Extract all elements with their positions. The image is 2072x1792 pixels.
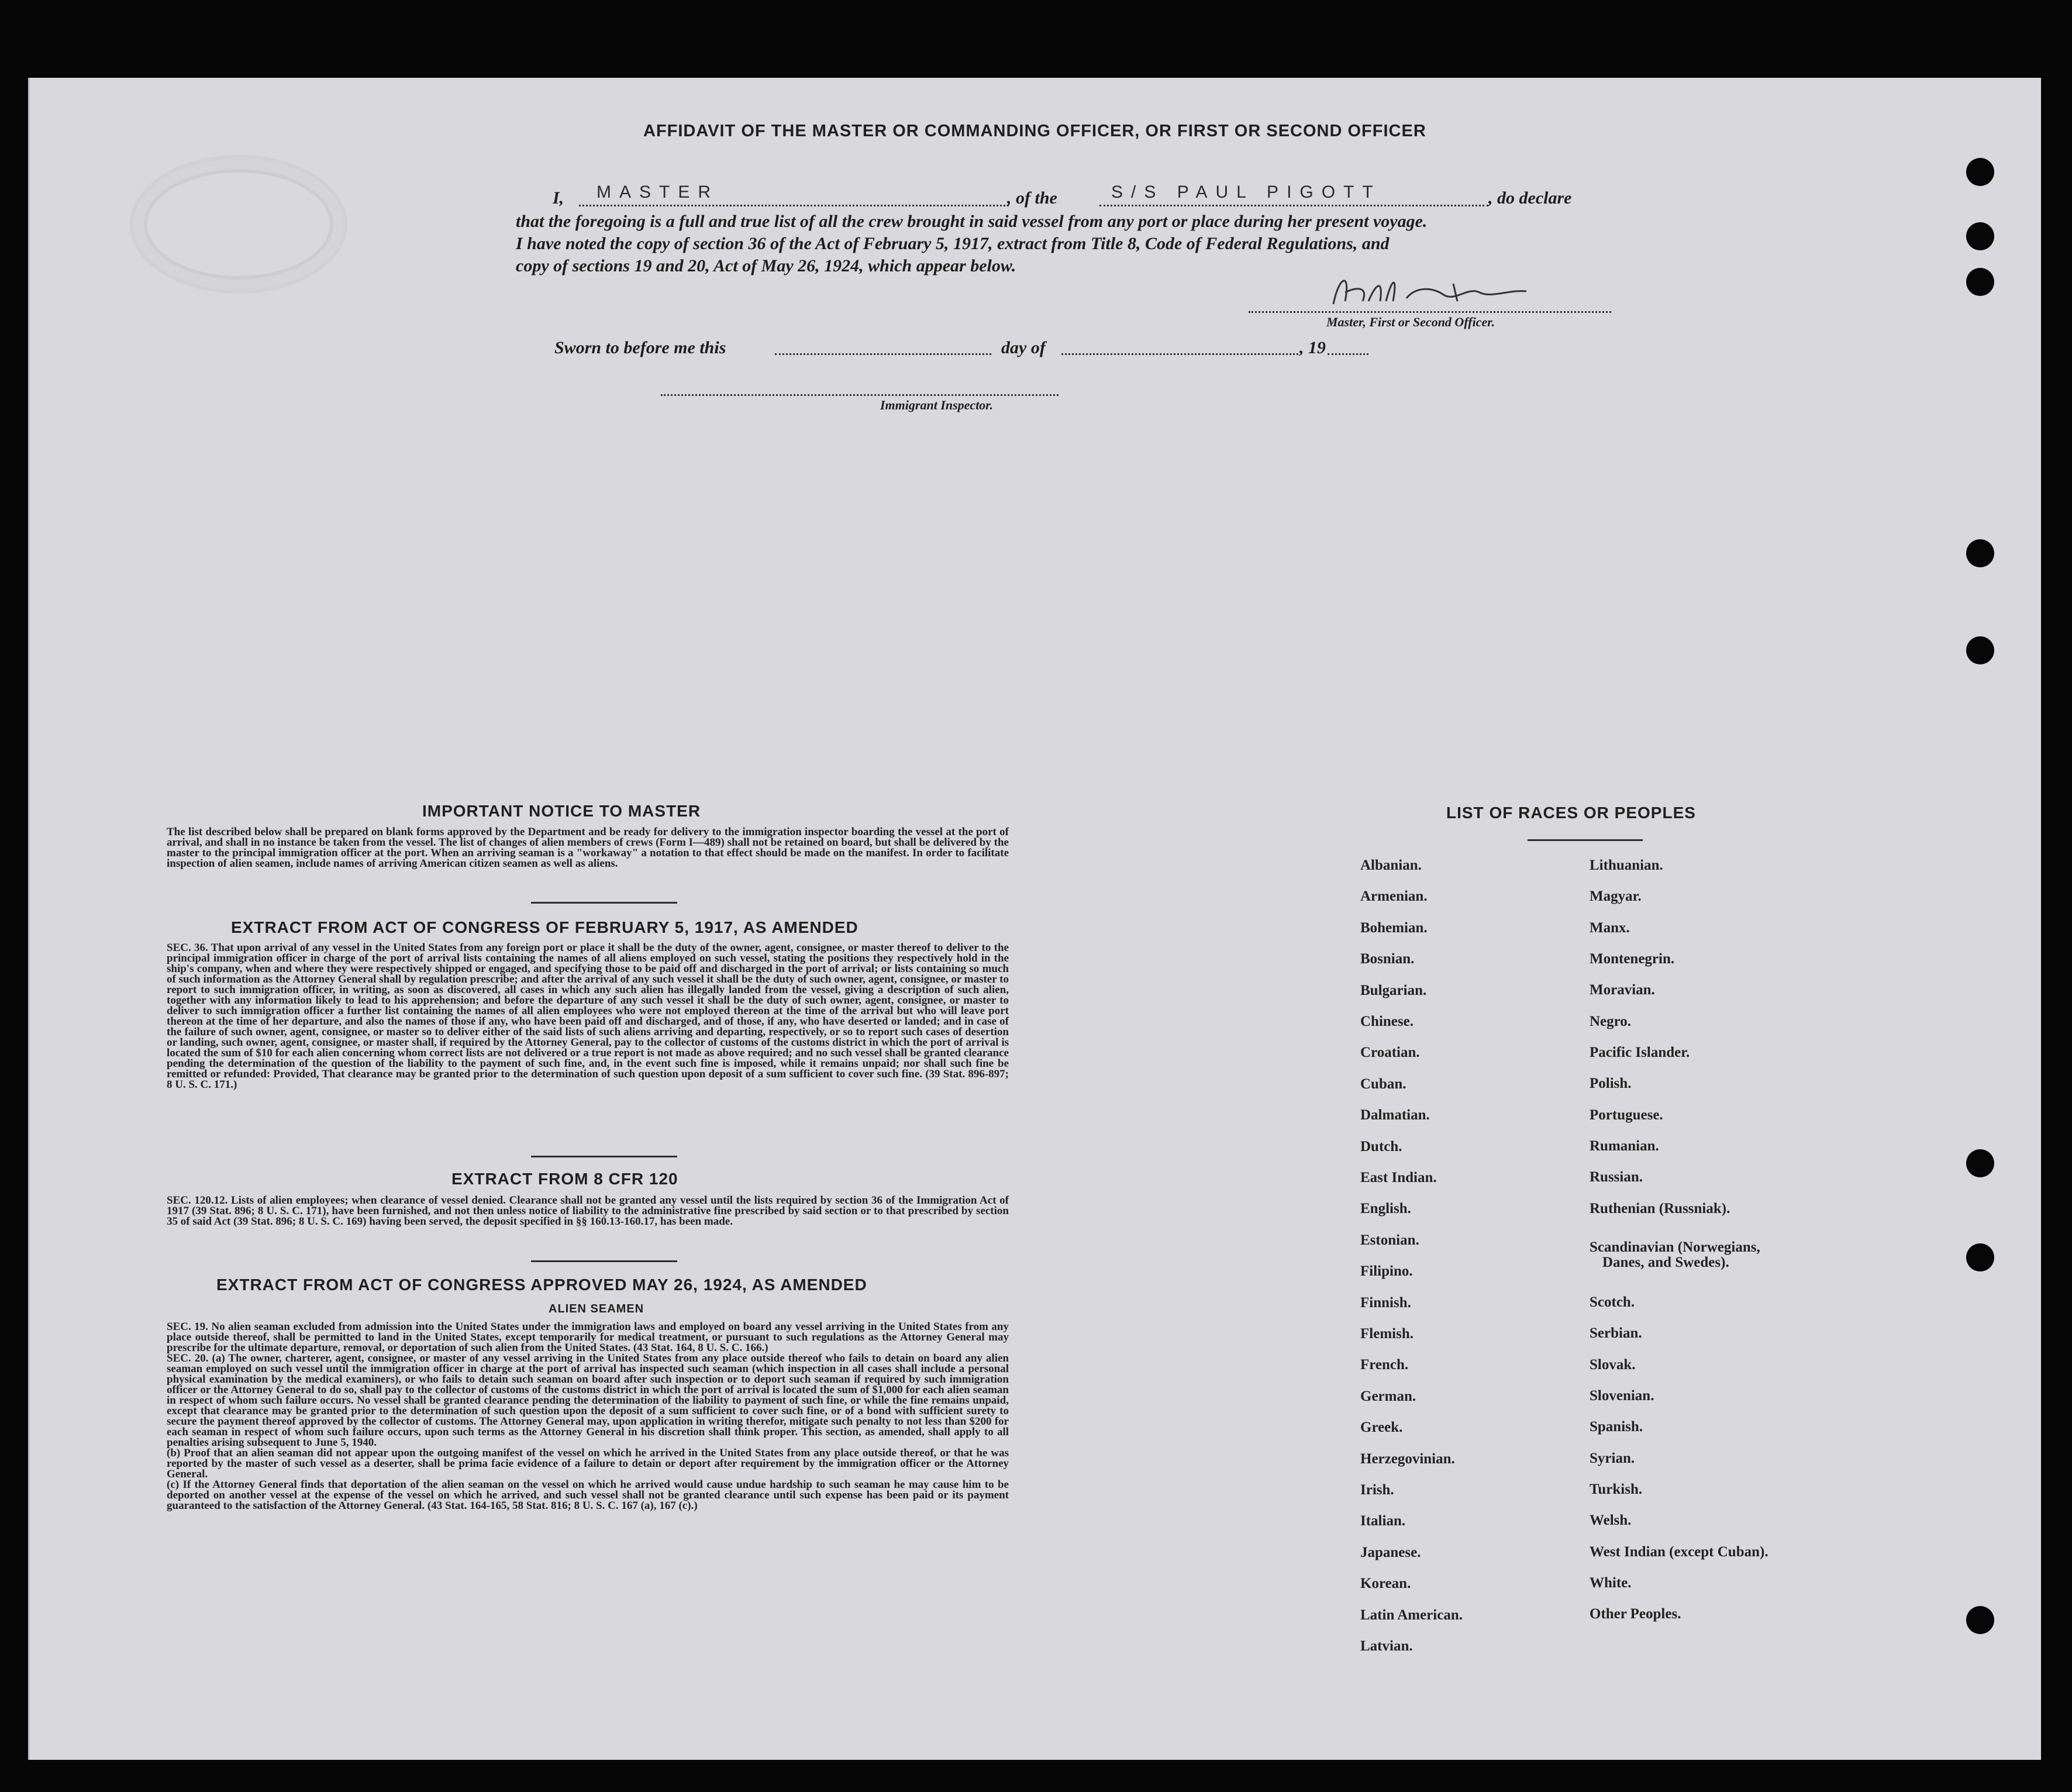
race-item: Spanish. — [1590, 1419, 1643, 1435]
race-item: Italian. — [1360, 1513, 1406, 1529]
binder-hole — [1966, 268, 1994, 296]
notice-title: IMPORTANT NOTICE TO MASTER — [422, 802, 701, 820]
race-item: Dutch. — [1360, 1138, 1402, 1155]
binder-hole — [1966, 1606, 1994, 1634]
vessel-line — [1099, 205, 1488, 206]
race-item: Japanese. — [1360, 1544, 1421, 1560]
race-item: West Indian (except Cuban). — [1590, 1544, 1768, 1560]
signature — [1328, 269, 1573, 316]
paragraph: (c) If the Attorney General finds that deportation of the alien seaman on the vessel on which he arrived would cause undue hardship to such seaman he may cause him to be deported on another vessel at the expense of the vessel on which he arrived, and such vessel shall not be granted clearance until such expense has been paid or its payment guaranteed to the satisfaction of the Attorney General. (43 Stat. 164-165, 58 Stat. 816; 8 U. S. C. 167 (a), 167 (c).) — [167, 1479, 1009, 1512]
binder-hole — [1966, 1243, 1994, 1271]
affidavit-line-2: that the foregoing is a full and true list of all the crew brought in said vessel from any port or place during her present voyage. — [516, 212, 1428, 231]
day-of-label: day of — [1001, 338, 1046, 357]
race-item: Slovenian. — [1590, 1388, 1654, 1404]
race-item: German. — [1360, 1388, 1416, 1404]
affidavit-line-4: copy of sections 19 and 20, Act of May 26, 1924, which appear below. — [516, 256, 1016, 275]
sworn-year-line — [1328, 353, 1368, 355]
paragraph: (b) Proof that an alien seaman did not appear upon the outgoing manifest of the vessel on which he arrived in the United States from any place outside thereof, or that he was reported by the master of such vessel as a deserter, shall be prima facie evidence of a failure to detain or deport after requirement by the immigration officer or the Attorney General. — [167, 1447, 1009, 1480]
affidavit-title: AFFIDAVIT OF THE MASTER OR COMMANDING OFFICER, OR FIRST OR SECOND OFFICER — [643, 122, 1426, 140]
race-item: French. — [1360, 1357, 1409, 1373]
race-item: Slovak. — [1590, 1357, 1636, 1373]
extract-cfr-body: SEC. 120.12. Lists of alien employees; when clearance of vessel denied. Clearance shall not be granted any vessel until the lists required by section 36 of the Immigration Act of 1917 (39 Stat. 896; 8 U. S. C. 171), have been furnished, and not then unless notice of liability to the administrative fine prescribed by said section or to that prescribed by section 35 of said Act (39 Stat. 896; 8 U. S. C. 169) having been served, the deposit specified in §§ 160.13-160.17, has been made. — [167, 1194, 1009, 1228]
binder-hole — [1966, 636, 1994, 664]
race-item: Korean. — [1360, 1576, 1411, 1592]
binder-hole — [1966, 1149, 1994, 1177]
race-item: Pacific Islander. — [1590, 1045, 1690, 1060]
race-item: Danes, and Swedes). — [1602, 1255, 1729, 1270]
sworn-label: Sworn to before me this — [554, 338, 726, 357]
binder-hole — [1966, 539, 1994, 567]
vessel-handwritten: S/S PAUL PIGOTT — [1111, 182, 1381, 202]
race-item: Portuguese. — [1590, 1107, 1663, 1123]
race-item: Croatian. — [1360, 1045, 1420, 1061]
of-the-label: , of the — [1007, 188, 1057, 208]
race-item: English. — [1360, 1201, 1411, 1217]
signature-caption: Master, First or Second Officer. — [1326, 315, 1495, 329]
race-item: Irish. — [1360, 1482, 1394, 1498]
race-item: Lithuanian. — [1590, 857, 1663, 873]
extract-cfr-title: EXTRACT FROM 8 CFR 120 — [451, 1170, 678, 1188]
sworn-month-line — [1061, 353, 1298, 355]
affidavit-line-3: I have noted the copy of section 36 of the Act of February 5, 1917, extract from Title 8, Code of Federal Regulations, and — [516, 234, 1390, 253]
inspector-caption: Immigrant Inspector. — [880, 398, 994, 412]
races-title: LIST OF RACES OR PEOPLES — [1446, 804, 1696, 822]
name-line — [579, 205, 1009, 206]
race-item: Scandinavian (Norwegians, — [1590, 1239, 1760, 1255]
race-item: Bulgarian. — [1360, 982, 1427, 998]
binder-hole — [1966, 222, 1994, 250]
divider — [1528, 839, 1643, 841]
divider — [531, 1156, 677, 1157]
race-item: Albanian. — [1360, 857, 1422, 873]
inspector-line — [661, 394, 1059, 396]
race-item: Herzegovinian. — [1360, 1450, 1455, 1467]
race-item: Filipino. — [1360, 1263, 1413, 1280]
divider — [531, 902, 677, 904]
master-handwritten: MASTER — [597, 182, 719, 202]
race-item: Polish. — [1590, 1076, 1632, 1091]
race-item: Montenegrin. — [1590, 951, 1675, 967]
binder-hole — [1966, 158, 1994, 186]
paragraph: SEC. 19. No alien seaman excluded from admission into the United States under the immigration laws and employed on board any vessel arriving in the United States from any place outside thereof, shall be permitted to land in the United States, except temporarily for medical treatment, or pursuant to such regulations as the Attorney General may prescribe for the ultimate departure, removal, or deportation of such alien from the United States. (43 Stat. 164, 8 U. S. C. 166.) — [167, 1321, 1009, 1354]
race-item: Turkish. — [1590, 1481, 1643, 1497]
race-item: Bohemian. — [1360, 919, 1428, 936]
race-item: Cuban. — [1360, 1076, 1406, 1092]
race-item: Finnish. — [1360, 1294, 1411, 1311]
affidavit-i-label: I, — [553, 188, 564, 208]
embossed-seal — [130, 155, 347, 294]
race-item: Estonian. — [1360, 1232, 1419, 1248]
race-item: Rumanian. — [1590, 1138, 1659, 1154]
race-item: East Indian. — [1360, 1170, 1437, 1186]
race-item: Flemish. — [1360, 1326, 1413, 1342]
signature-line — [1249, 311, 1611, 313]
race-item: Negro. — [1590, 1014, 1632, 1029]
extract-1924-title: EXTRACT FROM ACT OF CONGRESS APPROVED MAY 26, 1924, AS AMENDED — [216, 1276, 867, 1294]
race-item: Magyar. — [1590, 888, 1642, 904]
race-item: Welsh. — [1590, 1512, 1632, 1528]
race-item: Moravian. — [1590, 982, 1655, 998]
race-item: Ruthenian (Russniak). — [1590, 1201, 1730, 1217]
race-item: Russian. — [1590, 1169, 1643, 1185]
year-prefix: , 19 — [1299, 338, 1326, 357]
race-item: Latin American. — [1360, 1607, 1463, 1623]
race-item: Serbian. — [1590, 1325, 1642, 1341]
race-item: Scotch. — [1590, 1294, 1635, 1310]
divider — [531, 1260, 677, 1262]
race-item: Greek. — [1360, 1419, 1403, 1436]
race-item: Latvian. — [1360, 1638, 1413, 1654]
race-item: Manx. — [1590, 920, 1630, 936]
race-item: Dalmatian. — [1360, 1107, 1430, 1124]
do-declare-label: , do declare — [1488, 188, 1572, 208]
race-item: White. — [1590, 1575, 1632, 1591]
race-item: Armenian. — [1360, 888, 1428, 905]
paragraph: SEC. 20. (a) The owner, charterer, agent, consignee, or master of any vessel arriving in the United States from any place outside thereof who fails to detain on board any alien seaman employed on such vessel until the immigration officer in charge at the port of arrival has inspected such seaman (which inspection in all cases shall include a personal physical examination by the medical examiners), or who fails to detain such seaman on board after such inspection or to deport such seaman if required by such immigration officer or the Attorney General to do so, shall pay to the collector of customs of the customs district in which the port of arrival is located the sum of $1,000 for each alien seaman in respect of whom such failure occurs. No vessel shall be granted clearance pending the determination of the liability to payment of such fine, or while the fine remains unpaid, except that clearance may be granted prior to the determination of such question upon the deposit of a sum sufficient to cover such fine, or of a bond with sufficient surety to secure the payment thereof approved by the collector of customs. The Attorney General may, upon application in writing therefor, mitigate such penalty to not less than $200 for each seaman in respect of whom such failure occurs, upon such terms as the Attorney General in his discretion shall think proper. This section, as amended, shall apply to all penalties arising subsequent to June 5, 1940. — [167, 1352, 1009, 1449]
notice-body: The list described below shall be prepared on blank forms approved by the Department and be ready for delivery to the immigration inspector boarding the vessel at the port of arrival, and shall in no instance be taken from the vessel. The list of changes of alien members of crews (Form I—489) shall not be retained on board, but shall be delivered by the master to the principal immigration officer at the port. When an arriving seaman is a "workaway" a notation to that effect should be made on the manifest. In order to facilitate inspection of alien seamen, include names of arriving American citizen seamen as well as aliens. — [167, 826, 1009, 870]
extract-1917-title: EXTRACT FROM ACT OF CONGRESS OF FEBRUARY 5, 1917, AS AMENDED — [231, 918, 859, 936]
extract-1924-subtitle: ALIEN SEAMEN — [549, 1302, 644, 1315]
race-item: Other Peoples. — [1590, 1606, 1681, 1622]
race-item: Chinese. — [1360, 1014, 1413, 1029]
sworn-day-line — [775, 353, 991, 355]
extract-1924-body — [167, 1322, 1009, 1511]
race-item: Syrian. — [1590, 1450, 1635, 1466]
extract-1917-body: SEC. 36. That upon arrival of any vessel in the United States from any foreign port or place it shall be the duty of the owner, agent, consignee, or master thereof to deliver to the principal immigration officer in charge of the port of arrival lists containing the names of all aliens employed on such vessel, stating the positions they respectively hold in the ship's company, when and where they were respectively shipped or engaged, and specifying those to be paid off and discharged in the port of arrival; or lists containing so much of such information as the Attorney General shall by regulation prescribe; and after the arrival of any such vessel it shall be the duty of such owner, agent, consignee, or master to report to such immigration officer, in writing, as soon as discovered, all cases in which any such alien has illegally landed from the vessel, giving a description of such alien, together with any information likely to lead to his apprehension; and before the departure of any such vessel it shall be the duty of such owner, agent, consignee, or master to deliver to such immigration officer a further list containing the names of all alien employees who were not employed thereon at the time of the arrival but who will leave port thereon at the time of her departure, and also the names of those if any, who have been paid off and discharged, and of those, if any, who have deserted or landed; and in case of the failure of such owner, agent, consignee, or master so to deliver either of the said lists of such aliens arriving and departing, respectively, or so to report such cases of desertion or landing, such owner, agent, consignee, or master shall, if required by the Attorney General, pay to the collector of customs of the customs district in which the port of arrival is located the sum of $10 for each alien concerning whom correct lists are not delivered or a true report is not made as above required; and no such vessel shall be granted clearance pending the determination of the question of the liability to the payment of such fine, and, in the event such fine is imposed, while it remains unpaid; nor shall such fine be remitted or refunded: Provided, That clearance may be granted prior to the determination of such question upon deposit of a sum sufficient to cover such fine. (39 Stat. 896-897; 8 U. S. C. 171.) — [167, 942, 1009, 1091]
race-item: Bosnian. — [1360, 951, 1415, 967]
